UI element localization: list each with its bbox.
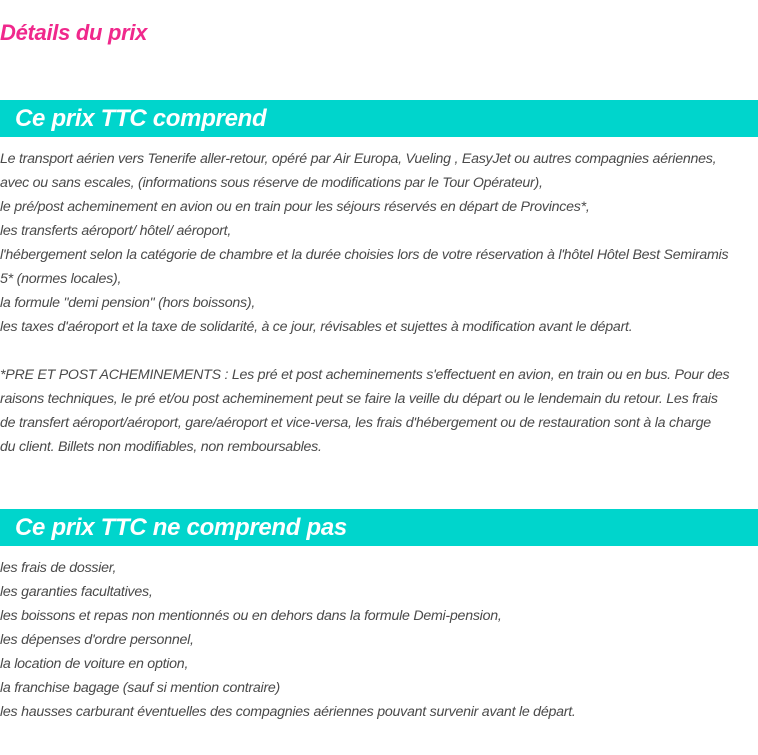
excluded-list (0, 556, 758, 724)
included-list (0, 147, 758, 339)
excluded-item: les garanties facultatives, (0, 584, 153, 600)
note-line: de transfert aéroport/aéroport, gare/aéroport et vice-versa, les frais d'hébergement ou de restauration sont à la charge (0, 415, 711, 431)
included-item: 5* (normes locales), (0, 271, 122, 287)
excluded-item: les frais de dossier, (0, 560, 117, 576)
page-title: Détails du prix (0, 20, 148, 45)
excluded-heading: Ce prix TTC ne comprend pas (0, 509, 758, 546)
excluded-item: les boissons et repas non mentionnés ou en dehors dans la formule Demi-pension, (0, 608, 502, 624)
included-item: les taxes d'aéroport et la taxe de solidarité, à ce jour, révisables et sujettes à modification avant le départ. (0, 319, 633, 335)
included-item: Le transport aérien vers Tenerife aller-retour, opéré par Air Europa, Vueling , EasyJet ou autres compagnies aériennes, (0, 151, 717, 167)
included-item: le pré/post acheminement en avion ou en train pour les séjours réservés en départ de Provinces*, (0, 199, 590, 215)
included-item: les transferts aéroport/ hôtel/ aéroport, (0, 223, 232, 239)
included-heading: Ce prix TTC comprend (0, 100, 758, 137)
included-item: avec ou sans escales, (informations sous réserve de modifications par le Tour Opérateur), (0, 175, 543, 191)
acheminement-note (0, 363, 758, 459)
note-line: *PRE ET POST ACHEMINEMENTS : Les pré et post acheminements s'effectuent en avion, en train ou en bus. Pour des (0, 367, 730, 383)
included-item: la formule "demi pension" (hors boissons), (0, 295, 256, 311)
excluded-item: les hausses carburant éventuelles des compagnies aériennes pouvant survenir avant le départ. (0, 704, 576, 720)
excluded-item: la location de voiture en option, (0, 656, 189, 672)
excluded-item: la franchise bagage (sauf si mention contraire) (0, 680, 281, 696)
excluded-item: les dépenses d'ordre personnel, (0, 632, 194, 648)
note-line: raisons techniques, le pré et/ou post acheminement peut se faire la veille du départ ou le lendemain du retour. Les frais (0, 391, 718, 407)
note-line: du client. Billets non modifiables, non remboursables. (0, 439, 322, 455)
included-item: l'hébergement selon la catégorie de chambre et la durée choisies lors de votre réservation à l'hôtel Hôtel Best Semiramis (0, 247, 729, 263)
